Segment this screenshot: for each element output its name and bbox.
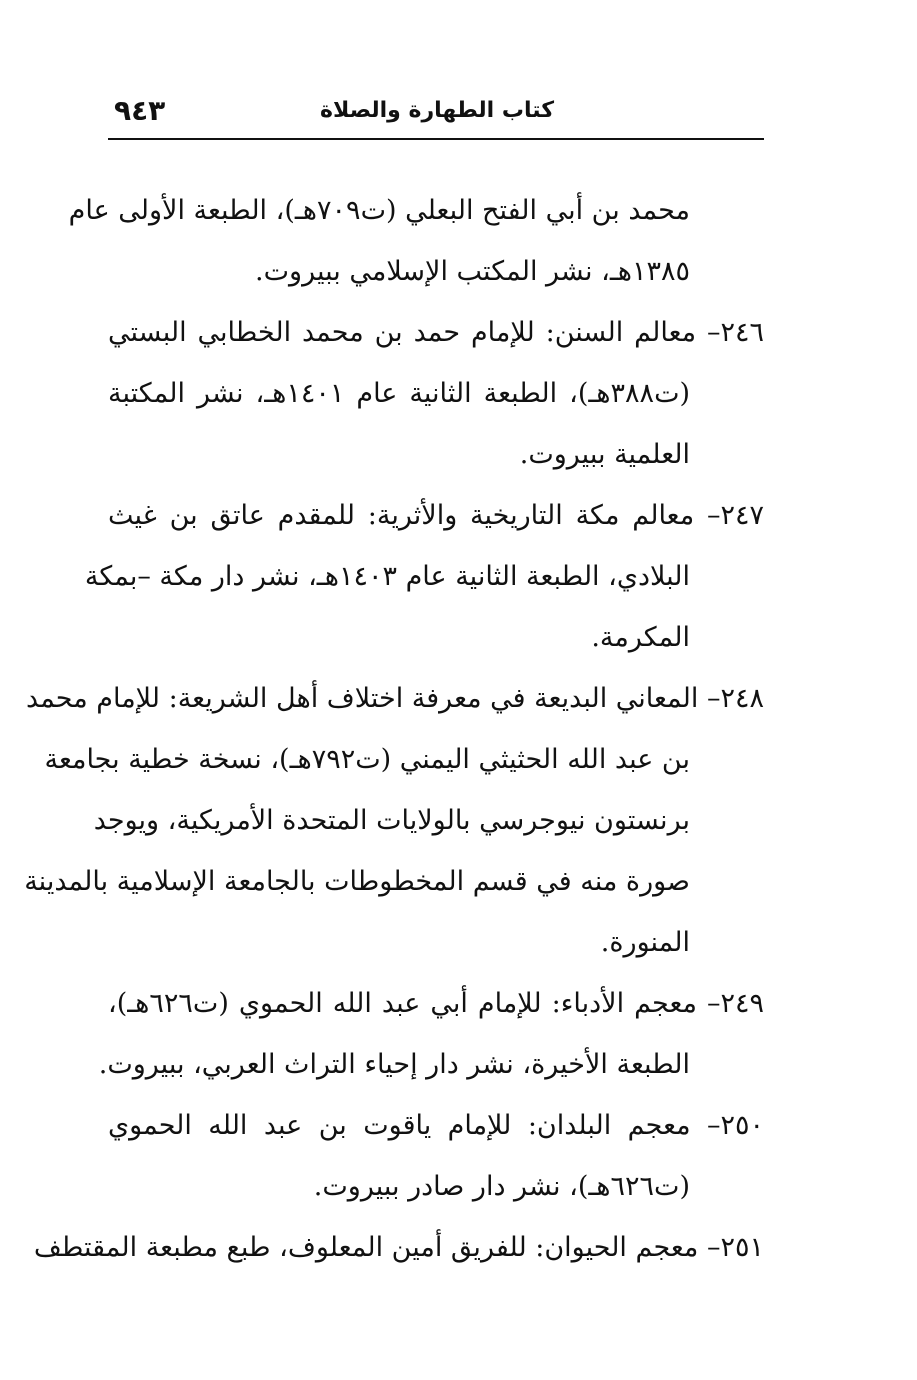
page-number: ٩٤٣	[114, 94, 166, 127]
text-line: المنورة.	[600, 927, 690, 958]
entry-249-line: ٢٤٩– معجم الأدباء: للإمام أبي عبد الله الحموي (ت٦٢٦هـ)،	[108, 988, 764, 1019]
text-line: البلادي، الطبعة الثانية عام ١٤٠٣هـ، نشر دار مكة –بمكة	[84, 561, 690, 592]
text-line: محمد بن أبي الفتح البعلي (ت٧٠٩هـ)، الطبعة الأولى عام	[68, 195, 690, 226]
entry-250-line: ٢٥٠– معجم البلدان: للإمام ياقوت بن عبد الله الحموي	[108, 1110, 764, 1141]
bibliography-list	[24, 180, 764, 1278]
text-line: المكرمة.	[591, 622, 690, 653]
text-line: الطبعة الأخيرة، نشر دار إحياء التراث العربي، ببيروت.	[98, 1049, 690, 1080]
text-line: (ت٣٨٨هـ)، الطبعة الثانية عام ١٤٠١هـ، نشر المكتبة	[108, 378, 691, 409]
text-line: (ت٦٢٦هـ)، نشر دار صادر ببيروت.	[313, 1171, 690, 1202]
entry-247-line: ٢٤٧– معالم مكة التاريخية والأثرية: للمقدم عاتق بن غيث	[108, 500, 764, 531]
text-line: صورة منه في قسم المخطوطات بالجامعة الإسلامية بالمدينة	[24, 866, 690, 897]
header-divider	[108, 138, 764, 140]
entry-248-line: ٢٤٨– المعاني البديعة في معرفة اختلاف أهل الشريعة: للإمام محمد	[26, 683, 764, 714]
entry-251-line: ٢٥١– معجم الحيوان: للفريق أمين المعلوف، طبع مطبعة المقتطف	[33, 1232, 764, 1263]
text-line: العلمية ببيروت.	[519, 439, 690, 470]
entry-246-line: ٢٤٦– معالم السنن: للإمام حمد بن محمد الخطابي البستي	[108, 317, 764, 348]
text-line: بن عبد الله الحثيثي اليمني (ت٧٩٢هـ)، نسخة خطية بجامعة	[44, 744, 690, 775]
text-line: ١٣٨٥هـ، نشر المكتب الإسلامي ببيروت.	[255, 256, 690, 287]
header-title: كتاب الطهارة والصلاة	[320, 98, 554, 123]
running-header	[108, 94, 764, 134]
text-line: برنستون نيوجرسي بالولايات المتحدة الأمريكية، ويوجد	[93, 805, 690, 836]
